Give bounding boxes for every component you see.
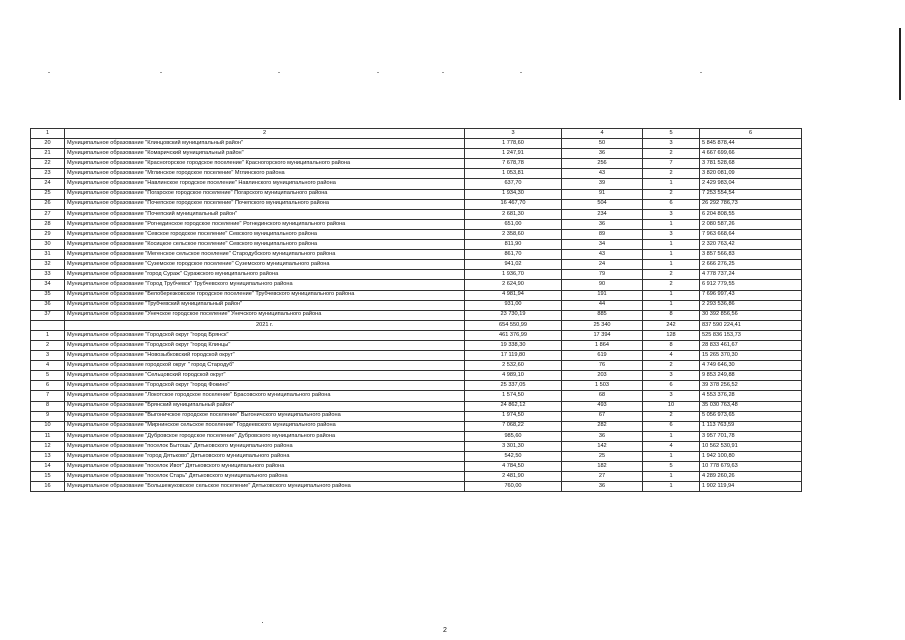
row-number: 36 [31, 300, 65, 310]
table-row [31, 482, 802, 492]
row-number: 3 [31, 351, 65, 361]
municipality-name: Муниципальное образование "Городской округ "город Клинцы" [65, 340, 465, 350]
row-number: 13 [31, 452, 65, 462]
row-number: 31 [31, 250, 65, 260]
value-col5: 1 [643, 250, 700, 260]
table-row [31, 441, 802, 451]
value-col3: 2 681,30 [465, 209, 562, 219]
table-row [31, 260, 802, 270]
scan-speck [160, 72, 162, 73]
value-col6: 2 320 763,42 [700, 240, 802, 250]
value-col5: 2 [643, 361, 700, 371]
value-col4: 493 [562, 401, 643, 411]
row-number: 29 [31, 229, 65, 239]
row-number: 6 [31, 381, 65, 391]
value-col5: 3 [643, 209, 700, 219]
value-col4: 34 [562, 240, 643, 250]
value-col6: 2 429 983,04 [700, 179, 802, 189]
value-col4: 79 [562, 270, 643, 280]
table-row [31, 391, 802, 401]
year-total-col5: 242 [643, 320, 700, 330]
row-number: 30 [31, 240, 65, 250]
value-col6: 10 778 679,63 [700, 462, 802, 472]
value-col3: 861,70 [465, 250, 562, 260]
row-number: 23 [31, 169, 65, 179]
value-col5: 3 [643, 139, 700, 149]
value-col3: 19 338,30 [465, 340, 562, 350]
value-col6: 5 056 973,65 [700, 411, 802, 421]
value-col6: 525 836 153,73 [700, 330, 802, 340]
value-col5: 3 [643, 371, 700, 381]
value-col6: 10 562 530,91 [700, 441, 802, 451]
value-col6: 3 857 566,83 [700, 250, 802, 260]
value-col5: 1 [643, 179, 700, 189]
municipality-name: Муниципальное образование "город Сураж" Суражского муниципального района [65, 270, 465, 280]
value-col4: 182 [562, 462, 643, 472]
table-row [31, 452, 802, 462]
row-number: 25 [31, 189, 65, 199]
value-col6: 4 553 376,28 [700, 391, 802, 401]
value-col4: 885 [562, 310, 643, 320]
value-col3: 542,50 [465, 452, 562, 462]
value-col5: 10 [643, 401, 700, 411]
value-col5: 2 [643, 411, 700, 421]
row-number: 12 [31, 441, 65, 451]
value-col6: 7 963 668,64 [700, 229, 802, 239]
value-col3: 461 376,99 [465, 330, 562, 340]
value-col3: 811,90 [465, 240, 562, 250]
row-number: 8 [31, 401, 65, 411]
row-number: 7 [31, 391, 65, 401]
row-number: 35 [31, 290, 65, 300]
value-col3: 985,60 [465, 431, 562, 441]
row-number: 24 [31, 179, 65, 189]
value-col6: 1 942 100,80 [700, 452, 802, 462]
value-col3: 4 989,10 [465, 371, 562, 381]
value-col3: 2 624,90 [465, 280, 562, 290]
value-col6: 4 667 699,66 [700, 149, 802, 159]
value-col3: 2 532,60 [465, 361, 562, 371]
municipality-name: Муниципальное образование "Мирнинское сельское поселение" Гордеевского муниципального района [65, 421, 465, 431]
table-row [31, 381, 802, 391]
scan-speck [262, 622, 263, 623]
value-col4: 39 [562, 179, 643, 189]
table-row [31, 330, 802, 340]
municipality-name: Муниципальное образование "Красногорское городское поселение" Красногорского муниципального района [65, 159, 465, 169]
header-cell-4: 4 [562, 129, 643, 139]
value-col3: 637,70 [465, 179, 562, 189]
municipality-name: Муниципальное образование "Выгоничское городское поселение" Выгоничского муниципального района [65, 411, 465, 421]
municipality-name: Муниципальное образование "Локотское городское поселение" Брасовского муниципального района [65, 391, 465, 401]
municipality-name: Муниципальное образование "Дубровское городское поселение" Дубровского муниципального района [65, 431, 465, 441]
value-col4: 142 [562, 441, 643, 451]
value-col6: 3 820 081,09 [700, 169, 802, 179]
value-col6: 35 030 763,48 [700, 401, 802, 411]
header-cell-2: 2 [65, 129, 465, 139]
table-row [31, 250, 802, 260]
row-number: 15 [31, 472, 65, 482]
value-col4: 90 [562, 280, 643, 290]
municipality-name: Муниципальное образование "Белоберезковское городское поселение" Трубчевского муниципального района [65, 290, 465, 300]
table-row [31, 340, 802, 350]
table-row [31, 229, 802, 239]
value-col6: 9 853 249,88 [700, 371, 802, 381]
value-col3: 941,02 [465, 260, 562, 270]
row-number: 4 [31, 361, 65, 371]
value-col3: 2 481,90 [465, 472, 562, 482]
value-col5: 4 [643, 441, 700, 451]
value-col5: 1 [643, 482, 700, 492]
row-number: 21 [31, 149, 65, 159]
value-col4: 67 [562, 411, 643, 421]
scan-specks [0, 72, 905, 76]
table-row [31, 310, 802, 320]
value-col3: 16 467,70 [465, 199, 562, 209]
value-col5: 8 [643, 310, 700, 320]
value-col5: 1 [643, 472, 700, 482]
table-row [31, 179, 802, 189]
value-col3: 1 778,60 [465, 139, 562, 149]
row-number: 27 [31, 209, 65, 219]
row-number: 34 [31, 280, 65, 290]
municipality-name: Муниципальное образование "Новозыбковский городской округ" [65, 351, 465, 361]
table-row [31, 472, 802, 482]
value-col5: 2 [643, 169, 700, 179]
municipality-name: Муниципальное образование "поселок Старь" Дятьковского муниципального района [65, 472, 465, 482]
value-col5: 1 [643, 300, 700, 310]
municipality-name: Муниципальное образование "Мглинское городское поселение" Мглинского района [65, 169, 465, 179]
scan-speck [442, 72, 444, 73]
value-col5: 3 [643, 229, 700, 239]
municipality-name: Муниципальное образование городской округ " город Стародуб" [65, 361, 465, 371]
value-col5: 4 [643, 351, 700, 361]
value-col6: 28 833 461,67 [700, 340, 802, 350]
value-col6: 39 378 256,52 [700, 381, 802, 391]
value-col4: 619 [562, 351, 643, 361]
year-total-col4: 25 340 [562, 320, 643, 330]
row-number: 9 [31, 411, 65, 421]
table-row [31, 401, 802, 411]
table-row [31, 290, 802, 300]
value-col4: 68 [562, 391, 643, 401]
value-col6: 3 781 528,68 [700, 159, 802, 169]
page-edge-line [899, 28, 901, 100]
value-col4: 17 394 [562, 330, 643, 340]
value-col3: 25 337,05 [465, 381, 562, 391]
row-number: 11 [31, 431, 65, 441]
municipality-name: Муниципальное образование "Севское городское поселение" Севского муниципального района [65, 229, 465, 239]
municipality-name: Муниципальное образование "Сельцовский городской округ" [65, 371, 465, 381]
table-row [31, 169, 802, 179]
scan-speck [377, 72, 379, 73]
value-col3: 1 574,50 [465, 391, 562, 401]
row-number: 1 [31, 330, 65, 340]
row-number: 16 [31, 482, 65, 492]
municipality-name: Муниципальное образование "Городской округ "город Фокино" [65, 381, 465, 391]
table-row [31, 300, 802, 310]
value-col4: 504 [562, 199, 643, 209]
value-col4: 256 [562, 159, 643, 169]
table-row [31, 361, 802, 371]
value-col3: 1 053,81 [465, 169, 562, 179]
table-row [31, 209, 802, 219]
table-body [31, 129, 802, 492]
value-col6: 4 289 260,26 [700, 472, 802, 482]
row-number: 26 [31, 199, 65, 209]
municipality-name: Муниципальное образование "Рогнединское городское поселение" Рогнединского муниципального района [65, 219, 465, 229]
value-col4: 1 503 [562, 381, 643, 391]
row-number: 20 [31, 139, 65, 149]
municipality-name: Муниципальное образование "Косицкое сельское поселение" Севского муниципального района [65, 240, 465, 250]
row-number: 10 [31, 421, 65, 431]
value-col5: 1 [643, 219, 700, 229]
value-col4: 203 [562, 371, 643, 381]
value-col5: 1 [643, 290, 700, 300]
value-col4: 36 [562, 482, 643, 492]
value-col6: 1 113 763,59 [700, 421, 802, 431]
value-col5: 1 [643, 240, 700, 250]
value-col3: 931,00 [465, 300, 562, 310]
value-col4: 43 [562, 169, 643, 179]
value-col3: 24 862,12 [465, 401, 562, 411]
municipality-name: Муниципальное образование "Погарское городское поселение" Погарского муниципального района [65, 189, 465, 199]
row-number: 14 [31, 462, 65, 472]
value-col3: 1 934,30 [465, 189, 562, 199]
table-row [31, 149, 802, 159]
table-row [31, 189, 802, 199]
value-col4: 36 [562, 431, 643, 441]
table-row [31, 421, 802, 431]
table-header-row [31, 129, 802, 139]
value-col5: 1 [643, 452, 700, 462]
row-number: 2 [31, 340, 65, 350]
value-col3: 651,00 [465, 219, 562, 229]
value-col4: 1 864 [562, 340, 643, 350]
municipality-name: Муниципальное образование "Городской округ "город Брянск" [65, 330, 465, 340]
table-row [31, 351, 802, 361]
value-col4: 50 [562, 139, 643, 149]
value-col6: 30 392 856,56 [700, 310, 802, 320]
value-col4: 27 [562, 472, 643, 482]
value-col6: 4 749 646,30 [700, 361, 802, 371]
year-label: 2021 г. [65, 320, 465, 330]
value-col3: 4 981,94 [465, 290, 562, 300]
value-col4: 36 [562, 149, 643, 159]
value-col4: 91 [562, 189, 643, 199]
value-col6: 2 080 587,26 [700, 219, 802, 229]
table-row [31, 280, 802, 290]
municipality-name: Муниципальное образование "Суземское городское поселение" Суземского муниципального района [65, 260, 465, 270]
scan-speck [278, 72, 280, 73]
value-col3: 1 247,91 [465, 149, 562, 159]
value-col5: 6 [643, 421, 700, 431]
value-col5: 3 [643, 391, 700, 401]
value-col4: 25 [562, 452, 643, 462]
value-col6: 26 292 786,73 [700, 199, 802, 209]
header-cell-6: 6 [700, 129, 802, 139]
value-col5: 128 [643, 330, 700, 340]
year-total-row [31, 320, 802, 330]
municipality-name: Муниципальное образование "Навлинское городское поселение" Навлинского муниципального района [65, 179, 465, 189]
value-col3: 23 730,19 [465, 310, 562, 320]
value-col3: 2 358,60 [465, 229, 562, 239]
value-col4: 76 [562, 361, 643, 371]
municipality-name: Муниципальное образование "Город Трубчевск" Трубчевского муниципального района [65, 280, 465, 290]
row-number: 22 [31, 159, 65, 169]
table-row [31, 371, 802, 381]
value-col5: 7 [643, 159, 700, 169]
value-col5: 2 [643, 189, 700, 199]
empty-cell [31, 320, 65, 330]
table-row [31, 462, 802, 472]
value-col5: 6 [643, 381, 700, 391]
municipality-name: Муниципальное образование "Брянский муниципальный район" [65, 401, 465, 411]
value-col4: 36 [562, 219, 643, 229]
municipality-name: Муниципальное образование "Большежуковское сельское поселение" Дятьковского муниципального района [65, 482, 465, 492]
table-row [31, 139, 802, 149]
value-col5: 2 [643, 149, 700, 159]
value-col6: 3 957 701,78 [700, 431, 802, 441]
row-number: 32 [31, 260, 65, 270]
value-col6: 7 696 997,43 [700, 290, 802, 300]
municipality-name: Муниципальное образование "Комаричский муниципальный район" [65, 149, 465, 159]
value-col5: 1 [643, 260, 700, 270]
value-col5: 2 [643, 270, 700, 280]
year-total-col6: 837 590 224,41 [700, 320, 802, 330]
year-total-col3: 654 550,99 [465, 320, 562, 330]
value-col5: 2 [643, 280, 700, 290]
value-col5: 5 [643, 462, 700, 472]
value-col6: 2 293 536,86 [700, 300, 802, 310]
value-col4: 234 [562, 209, 643, 219]
municipality-name: Муниципальное образование "Трубчевский муниципальный район" [65, 300, 465, 310]
value-col5: 8 [643, 340, 700, 350]
value-col4: 282 [562, 421, 643, 431]
row-number: 33 [31, 270, 65, 280]
row-number: 5 [31, 371, 65, 381]
table-row [31, 159, 802, 169]
value-col5: 1 [643, 431, 700, 441]
value-col3: 3 301,30 [465, 441, 562, 451]
value-col4: 191 [562, 290, 643, 300]
header-cell-5: 5 [643, 129, 700, 139]
municipality-name: Муниципальное образование "город Дятьково" Дятьковского муниципального района [65, 452, 465, 462]
scan-speck [520, 72, 522, 73]
value-col6: 1 902 119,94 [700, 482, 802, 492]
value-col3: 760,00 [465, 482, 562, 492]
municipality-name: Муниципальное образование "Мегенское сельское поселение" Стародубского муниципального района [65, 250, 465, 260]
value-col6: 15 265 370,30 [700, 351, 802, 361]
value-col3: 1 974,50 [465, 411, 562, 421]
value-col3: 7 068,22 [465, 421, 562, 431]
value-col6: 4 778 737,24 [700, 270, 802, 280]
value-col6: 7 253 554,54 [700, 189, 802, 199]
value-col6: 6 204 808,55 [700, 209, 802, 219]
value-col6: 6 912 779,55 [700, 280, 802, 290]
municipality-name: Муниципальное образование "Клинцовский муниципальный район" [65, 139, 465, 149]
value-col4: 89 [562, 229, 643, 239]
municipality-name: Муниципальное образование "поселок Ивот" Дятьковского муниципального района [65, 462, 465, 472]
value-col3: 17 119,80 [465, 351, 562, 361]
value-col3: 4 784,50 [465, 462, 562, 472]
table-row [31, 199, 802, 209]
value-col4: 43 [562, 250, 643, 260]
header-cell-3: 3 [465, 129, 562, 139]
table-row [31, 270, 802, 280]
scan-speck [48, 72, 50, 73]
value-col3: 7 678,78 [465, 159, 562, 169]
municipality-name: Муниципальное образование "Почепское городское поселение" Почепского муниципального района [65, 199, 465, 209]
value-col6: 2 666 276,25 [700, 260, 802, 270]
page-number: 2 [443, 627, 447, 634]
header-cell-1: 1 [31, 129, 65, 139]
value-col5: 6 [643, 199, 700, 209]
data-table [30, 128, 802, 492]
value-col4: 24 [562, 260, 643, 270]
table-row [31, 240, 802, 250]
table-row [31, 219, 802, 229]
municipality-name: Муниципальное образование "Унечское городское поселение" Унечского муниципального района [65, 310, 465, 320]
row-number: 37 [31, 310, 65, 320]
table-row [31, 411, 802, 421]
municipality-name: Муниципальное образование "Почепский муниципальный район" [65, 209, 465, 219]
scan-speck [700, 72, 702, 73]
row-number: 28 [31, 219, 65, 229]
value-col3: 1 936,70 [465, 270, 562, 280]
value-col4: 44 [562, 300, 643, 310]
municipality-name: Муниципальное образование "поселок Бытошь" Дятьковского муниципального района [65, 441, 465, 451]
table-row [31, 431, 802, 441]
value-col6: 5 845 878,44 [700, 139, 802, 149]
